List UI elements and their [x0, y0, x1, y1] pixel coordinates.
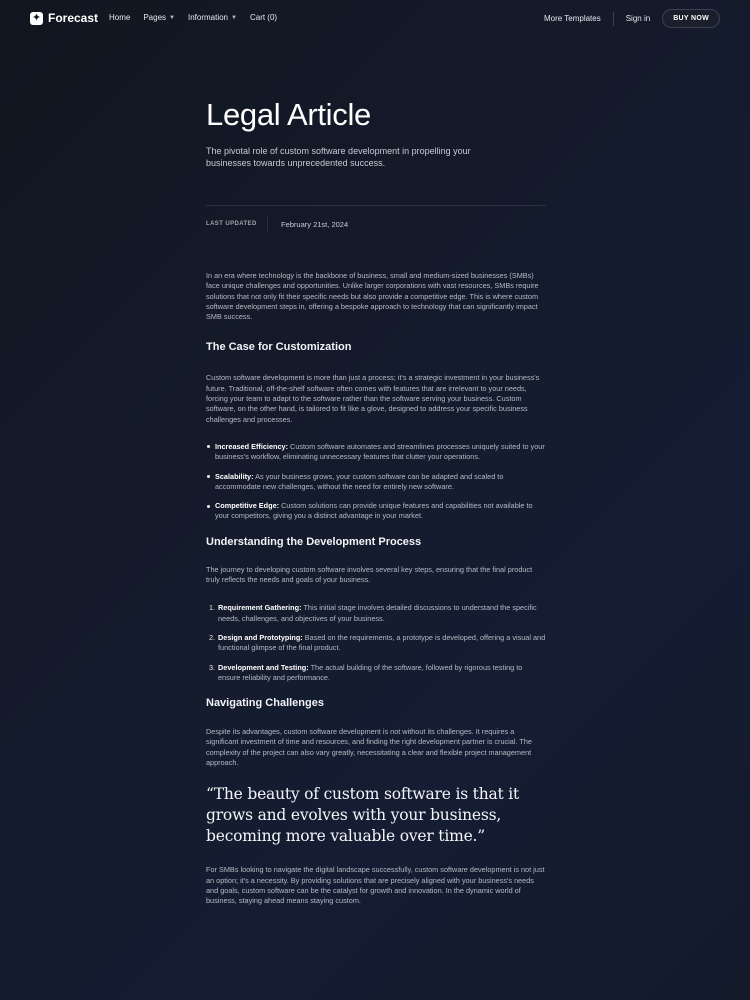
list-item: 2. Design and Prototyping: Based on the requirements, a prototype is developed, offering a visual and functional glimpse of the final product. — [209, 632, 546, 653]
brand-logo[interactable] — [30, 11, 98, 25]
chevron-down-icon: ▼ — [169, 14, 175, 21]
article — [206, 96, 546, 907]
section-heading-customization: The Case for Customization — [206, 341, 352, 354]
more-templates-link[interactable]: More Templates — [543, 14, 601, 23]
list-item: 3. Development and Testing: The actual building of the software, followed by rigorous testing to ensure reliability and performance. — [209, 662, 523, 682]
list-item: Scalability: As your business grows, your custom software can be adapted and scaled to accommodate new challenges, without the need for entirely new software. — [215, 472, 546, 493]
nav-actions — [544, 9, 720, 28]
last-updated-date: February 21st, 2024 — [281, 219, 349, 229]
development-paragraph: The journey to developing custom software involves several key steps, ensuring that the final product truly reflects the needs and goals of your business. — [206, 564, 533, 585]
list-item: 1. Requirement Gathering: This initial stage involves detailed discussions to understand the specific needs, challenges, and objectives of your business. — [209, 603, 537, 623]
top-navigation — [0, 0, 750, 37]
nav-link-pages[interactable]: Pages ▼ — [143, 13, 175, 22]
nav-links — [109, 13, 277, 22]
benefits-list — [206, 442, 546, 522]
brand-name: Forecast — [48, 11, 99, 25]
buy-now-button[interactable]: BUY NOW — [662, 9, 720, 28]
nav-link-information[interactable]: Information ▼ — [187, 13, 237, 22]
chevron-down-icon: ▼ — [231, 14, 237, 21]
nav-link-cart[interactable]: Cart (0) — [249, 13, 278, 22]
article-meta — [206, 205, 546, 235]
steps-list — [206, 603, 546, 683]
sparkle-icon — [30, 12, 43, 25]
meta-divider — [267, 217, 268, 231]
section-heading-development: Understanding the Development Process — [206, 535, 422, 548]
nav-divider — [613, 12, 614, 26]
challenges-paragraph: Despite its advantages, custom software development is not without its challenges. It requires a significant investment of time and resources, and finding the right development partner is crucial. The complexity of the project can also vary greatly, necessitating a clear and flexible project management approach. — [206, 727, 532, 768]
closing-paragraph: For SMBs looking to navigate the digital landscape successfully, custom software development is not just an option; it's a necessity. By providing solutions that are precisely aligned with your business's needs and goals, custom software can be the catalyst for growth and innovation. In the dynamic world of business, staying ahead means staying custom. — [206, 865, 545, 906]
pull-quote: “The beauty of custom software is that it grows and evolves with your business, becoming more valuable over time.” — [206, 785, 520, 846]
page-subtitle: The pivotal role of custom software development in propelling your businesses towards unprecedented success. — [206, 146, 471, 168]
page-title: Legal Article — [206, 97, 371, 132]
last-updated-label: LAST UPDATED — [206, 221, 257, 227]
customization-paragraph: Custom software development is more than just a process; it's a strategic investment in your business's future. Traditional, off-the-shelf software often comes with features that are irrelevant to your needs, forcing your team to adapt to the software rather than the software serving your business. Custom software, on the other hand, is tailored to fit like a glove, designed to address your specific business challenges and processes. — [206, 373, 540, 424]
list-item: Increased Efficiency: Custom software automates and streamlines processes uniquely suited to your business's workflow, eliminating unnecessary features that clutter your operations. — [215, 441, 545, 462]
sign-in-link[interactable]: Sign in — [625, 14, 651, 23]
intro-paragraph: In an era where technology is the backbone of business, small and medium-sized businesses (SMBs) face unique challenges and opportunities. Unlike larger corporations with vast resources, SMBs require solutions that not only fit their specific needs but also provide a competitive edge. This is where custom software development steps in, offering a bespoke approach to technology that can significantly impact SMB success. — [206, 271, 539, 322]
nav-link-home[interactable]: Home — [109, 13, 131, 22]
section-heading-challenges: Navigating Challenges — [206, 697, 324, 710]
list-item: Competitive Edge: Custom solutions can provide unique features and capabilities not available to your competitors, giving you a distinct advantage in your market. — [215, 501, 546, 522]
